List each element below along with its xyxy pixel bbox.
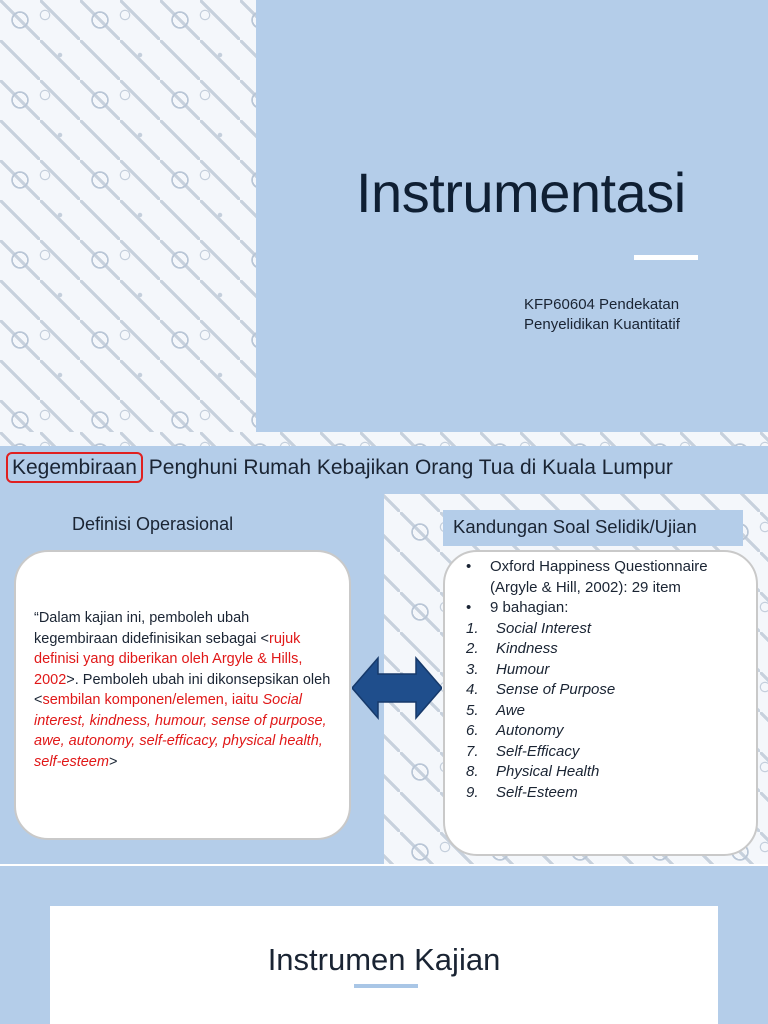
content-label-box [443,510,743,546]
list-item: 7. Self-Efficacy [466,742,580,760]
list-item: 9. Self-Esteem [466,783,578,801]
list-item: • Oxford Happiness Questionnaire (Argyle & Hill, 2002): 29 item [466,558,708,596]
heading-rest: Penghuni Rumah Kebajikan Orang Tua di Kuala Lumpur [142,456,673,479]
title-divider [634,255,698,260]
definition-components: sembilan komponen/elemen, iaitu [42,692,263,708]
slide-subtitle: KFP60604 Pendekatan Penyelidikan Kuantitatif [524,296,680,333]
list-item: 2. Kindness [466,640,558,657]
title-slide [0,0,768,432]
list-item: 5. Awe [466,701,525,719]
section-card [50,906,718,1024]
definition-components-list: Social interest, kindness, humour, sense of purpose, awe, autonomy, self-efficacy, physical health, self-esteem [34,692,327,770]
list-item: • 9 bahagian: [466,599,569,616]
highlighted-keyword: Kegembiraan [6,452,143,483]
section-slide [0,866,768,1024]
content-label: Kandungan Soal Selidik/Ujian [453,516,697,537]
definition-reference: rujuk definisi yang diberikan oleh Argyle & Hills, 2002 [34,630,303,688]
doodle-pattern-panel [0,0,256,432]
list-item: 4. Sense of Purpose [466,681,616,698]
list-item: 1. Social Interest [466,619,592,637]
double-arrow-icon [352,654,442,722]
definition-part-1: “Dalam kajian ini, pemboleh ubah kegembiraan didefinisikan sebagai < [34,610,269,647]
definition-part-3: > [108,753,118,770]
section-divider [354,984,418,988]
content-list [466,557,746,803]
list-item: 8. Physical Health [466,763,600,780]
list-item: 6. Autonomy [466,722,564,739]
section-title: Instrumen Kajian [267,942,501,977]
definition-text [34,608,334,772]
content-slide [0,432,768,864]
slide-heading [12,456,673,480]
definition-label: Definisi Operasional [72,514,234,534]
slide-title: Instrumentasi [356,161,686,224]
definition-part-2: >. Pemboleh ubah ini dikonsepsikan oleh < [34,671,331,708]
list-item: 3. Humour [466,660,550,678]
